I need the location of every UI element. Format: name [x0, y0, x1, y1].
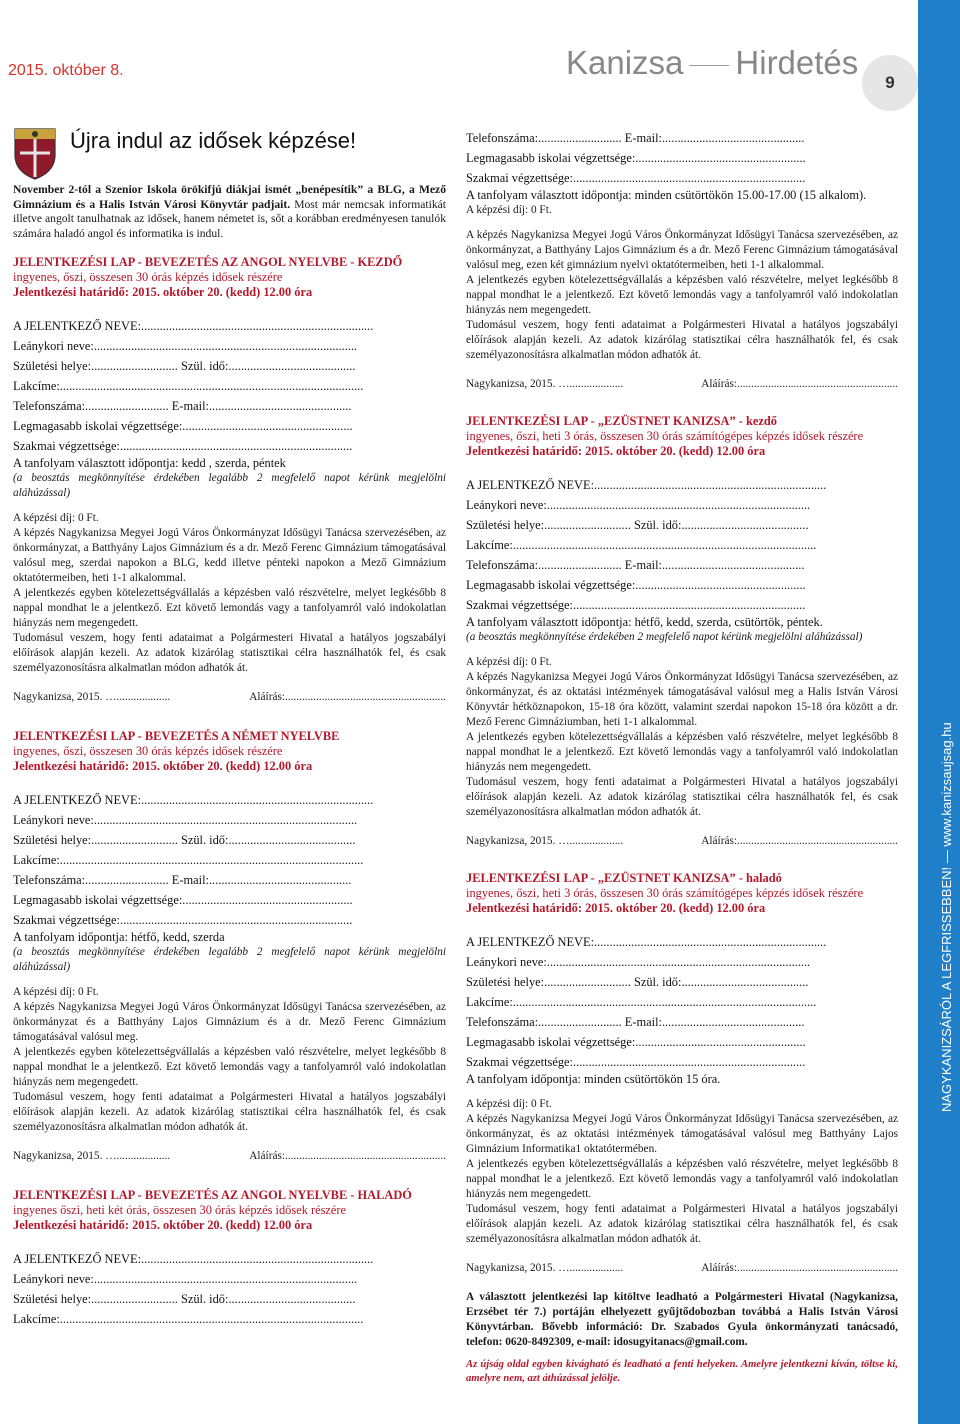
form-subtitle: ingyenes, őszi, összesen 30 órás képzés idősek részére	[13, 270, 283, 285]
sign-signature: Aláírás:.........................................................	[701, 1262, 898, 1274]
phone-email-field[interactable]: Telefonszáma:........................... E-mail:..............................................	[466, 1015, 805, 1029]
consent-data: Tudomásul veszem, hogy fenti adataimat a Polgármesteri Hivatal a hatályos jogszabályi előírások alapján kezeli. Az adatok kizárólag statisztikai célra használhatók fel, és csak személyazonosításra alkalmatlan módon adhatók át.	[13, 632, 446, 675]
sign-place: Nagykanizsa, 2015. …...................	[466, 1262, 624, 1274]
phone-email-field[interactable]: Telefonszáma:........................... E-mail:..............................................	[466, 131, 805, 145]
maiden-name-field[interactable]: Leánykori neve:.....................................................................................	[13, 1272, 358, 1287]
course-note: (a beosztás megkönnyítése érdekében legalább 2 megfelelő napot kérünk megjelölni aláhúzással)	[13, 472, 446, 500]
form-deadline: Jelentkezési határidő: 2015. október 20. (kedd) 12.00 óra	[13, 285, 313, 300]
profession-field[interactable]: Szakmai végzettsége:...........................................................................	[466, 171, 806, 185]
form-title: JELENTKEZÉSI LAP - „EZÜSTNET KANIZSA” - kezdő	[466, 414, 777, 428]
cutout-note: Az újság oldal egyben kivágható és leadható a fenti helyeken. Amelyre jelentkezni kíván, töltse ki, amelyre nem, azt áthúzással jelölje.	[466, 1359, 898, 1384]
profession-field[interactable]: Szakmai végzettsége:...........................................................................	[466, 1055, 806, 1069]
submission-info: A választott jelentkezési lap kitöltve leadható a Polgármesteri Hivatal (Nagykanizsa, Erzsébet tér 7.) portáján elhelyezett gyűjtődobozban továbbá a Halis István Városi Könyvtárban. Bővebb információ: Dr. Szabados Gyula önkormányzati tanácsadó, telefon: 0620-8492309, e-mail: idosugyitanacs@gmail.com.	[466, 1291, 898, 1348]
form-title: JELENTKEZÉSI LAP - BEVEZETÉS AZ ANGOL NYELVBE - HALADÓ	[13, 1188, 412, 1203]
left-column	[13, 183, 446, 1329]
form-subtitle: ingyenes őszi, heti két órás, összesen 30 órás képzés idősek részére	[13, 1203, 347, 1218]
signature-line[interactable]	[466, 834, 898, 849]
consent-cancel: A jelentkezés egyben kötelezettségvállalás a képzésben való részvételre, melyet legkésőbb 8 nappal mondhat le a jelentkező. Ezt követő lemondás vagy a tanfolyamról való indokolatlan hiányzás nem megengedett.	[466, 1158, 898, 1200]
form-subtitle: ingyenes, őszi, összesen 30 órás képzés idősek részére	[13, 744, 283, 759]
form-title: JELENTKEZÉSI LAP - BEVEZETÉS A NÉMET NYELVBE	[13, 729, 340, 744]
address-field[interactable]: Lakcíme:..................................................................................................	[13, 379, 364, 394]
consent-data: Tudomásul veszem, hogy fenti adataimat a Polgármesteri Hivatal a hatályos jogszabályi előírások alapján kezeli. Az adatok kizárólag statisztikai célra használhatók fel, és csak személyazonosításra alkalmatlan módon adhatók át.	[466, 776, 898, 818]
address-field[interactable]: Lakcíme:..................................................................................................	[466, 995, 817, 1009]
course-info: A képzés Nagykanizsa Megyei Jogú Város Önkormányzat Idősügyi Tanácsa szervezésében, az önkormányzat, a Batthyány Lajos Gimnázium és a dr. Mező Ferenc Gimnázium támogatásával valósul meg, ezen két gimnázium nyelvi oktatótermeiben, heti 1-1 alkalommal.	[466, 229, 898, 271]
form-deadline: Jelentkezési határidő: 2015. október 20. (kedd) 12.00 óra	[13, 759, 313, 774]
sidebar-text: NAGYKANIZSÁRÓL A LEGFRISSEBBEN! — www.kanizsaujsag.hu	[939, 722, 954, 1112]
intro-body: Most már nemcsak informatikát illetve angolt tanulhatnak az idősek, hanem németet is, sőt a korábban eredményesen tanulók számára haladó angol és informatika is indul.	[13, 197, 446, 240]
profession-field[interactable]: Szakmai végzettsége:...........................................................................	[13, 439, 353, 454]
sign-signature: Aláírás:.........................................................	[701, 835, 898, 847]
article-intro	[13, 183, 446, 241]
page-number: 9	[862, 55, 918, 111]
birthplace-field[interactable]: Születési helye:............................ Szül. idő:.........................................	[466, 518, 809, 532]
form-header	[466, 414, 898, 459]
form-subtitle: ingyenes, őszi, heti 3 órás, összesen 30 órás számítógépes képzés idősek részére	[466, 429, 864, 443]
form-subtitle: ingyenes, őszi, heti 3 órás, összesen 30 órás számítógépes képzés idősek részére	[466, 886, 864, 900]
education-field[interactable]: Legmagasabb iskolai végzettsége:.......................................................	[13, 893, 353, 908]
course-time: A tanfolyam választott időpontja: minden csütörtökön 15.00-17.00 (15 alkalom).	[466, 188, 867, 202]
birthplace-field[interactable]: Születési helye:............................ Szül. idő:.........................................	[466, 975, 809, 989]
phone-email-field[interactable]: Telefonszáma:........................... E-mail:..............................................	[466, 558, 805, 572]
sign-signature: Aláírás:.........................................................	[249, 1150, 446, 1163]
form-header	[13, 729, 446, 774]
profession-field[interactable]: Szakmai végzettsége:...........................................................................	[13, 913, 353, 928]
form-ezustnet-advanced	[466, 871, 898, 1276]
brand-left: Kanizsa	[566, 44, 684, 81]
form-fields	[466, 475, 898, 615]
phone-email-field[interactable]: Telefonszáma:........................... E-mail:..............................................	[13, 399, 352, 414]
name-field[interactable]: A JELENTKEZŐ NEVE:...........................................................................	[13, 1252, 374, 1267]
brand-title	[566, 44, 858, 82]
consent-cancel: A jelentkezés egyben kötelezettségvállalás a képzésben való részvételre, melyet legkésőbb 8 nappal mondhat le a jelentkező. Ezt követő lemondás vagy a tanfolyamról való indokolatlan hiányzás nem megengedett.	[466, 731, 898, 773]
form-english-beginner	[13, 255, 446, 705]
brand-dash	[689, 65, 729, 66]
signature-line[interactable]	[13, 1149, 446, 1164]
name-field[interactable]: A JELENTKEZŐ NEVE:...........................................................................	[13, 793, 374, 808]
city-crest-icon	[12, 125, 58, 180]
consent-cancel: A jelentkezés egyben kötelezettségvállalás a képzésben való részvételre, melyet legkésőbb 8 nappal mondhat le a jelentkező. Ezt követő lemondás vagy a tanfolyamról való indokolatlan hiányzás nem megengedett.	[13, 587, 446, 630]
form-header	[13, 255, 446, 300]
course-info: A képzés Nagykanizsa Megyei Jogú Város Önkormányzat Idősügyi Tanácsa szervezésében, az önkormányzat és a Batthyány Lajos Gimnázium és a dr. Mező Ferenc Gimnázium támogatásával valósul meg.	[13, 1001, 446, 1044]
consent-cancel: A jelentkezés egyben kötelezettségvállalás a képzésben való részvételre, melyet legkésőbb 8 nappal mondhat le a jelentkező. Ezt követő lemondás vagy a tanfolyamról való indokolatlan hiányzás nem megengedett.	[466, 274, 898, 316]
sign-place: Nagykanizsa, 2015. …...................	[13, 1150, 171, 1163]
intro-lead: November 2-tól a Szenior Iskola örökifjú diákjai ismét „benépesítik” a BLG, a Mező Gimnázium és a Halis István Városi Könyvtár padjait.	[13, 183, 446, 211]
sign-place: Nagykanizsa, 2015. …...................	[13, 691, 171, 704]
form-title: JELENTKEZÉSI LAP - „EZÜSTNET KANIZSA” - haladó	[466, 871, 782, 885]
phone-email-field[interactable]: Telefonszáma:........................... E-mail:..............................................	[13, 873, 352, 888]
maiden-name-field[interactable]: Leánykori neve:.....................................................................................	[13, 339, 358, 354]
article-title: Újra indul az idősek képzése!	[70, 128, 357, 153]
consent-data: Tudomásul veszem, hogy fenti adataimat a Polgármesteri Hivatal a hatályos jogszabályi előírások alapján kezeli. Az adatok kizárólag statisztikai célra használhatók fel, és csak személyazonosításra alkalmatlan módon adhatók át.	[466, 319, 898, 361]
course-time: A tanfolyam választott időpontja: hétfő, kedd, szerda, csütörtök, péntek.	[466, 615, 823, 629]
sign-place: Nagykanizsa, 2015. …...................	[466, 835, 624, 847]
address-field[interactable]: Lakcíme:..................................................................................................	[13, 853, 364, 868]
consent-data: Tudomásul veszem, hogy fenti adataimat a Polgármesteri Hivatal a hatályos jogszabályi előírások alapján kezeli. Az adatok kizárólag statisztikai célra használhatók fel, és csak személyazonosításra alkalmatlan módon adhatók át.	[466, 1203, 898, 1245]
course-info: A képzés Nagykanizsa Megyei Jogú Város Önkormányzat Idősügyi Tanácsa szervezésében, az önkormányzat, a Batthyány Lajos Gimnázium és a dr. Mező Ferenc Gimnázium támogatásával valósul meg, szerdai napokon a BLG, kedd illetve pénteki napokon a Mező Gimnázium oktatótermeiben, heti 1-1 alkalommal.	[13, 527, 446, 585]
education-field[interactable]: Legmagasabb iskolai végzettsége:.......................................................	[13, 419, 353, 434]
fee: A képzési díj: 0 Ft.	[466, 1098, 552, 1110]
form-header	[13, 1188, 446, 1233]
education-field[interactable]: Legmagasabb iskolai végzettsége:.......................................................	[466, 151, 806, 165]
maiden-name-field[interactable]: Leánykori neve:.....................................................................................	[466, 955, 811, 969]
course-note: (a beosztás megkönnyítése érdekében legalább 2 megfelelő napot kérünk megjelölni aláhúzással)	[13, 946, 446, 974]
consent-data: Tudomásul veszem, hogy fenti adataimat a Polgármesteri Hivatal a hatályos jogszabályi előírások alapján kezeli. Az adatok kizárólag statisztikai célra használhatók fel, és csak személyazonosításra alkalmatlan módon adhatók át.	[13, 1091, 446, 1134]
maiden-name-field[interactable]: Leánykori neve:.....................................................................................	[466, 498, 811, 512]
course-info: A képzés Nagykanizsa Megyei Jogú Város Önkormányzat Idősügyi Tanácsa szervezésében, az önkormányzat, és az oktatási intézmények támogatásával valósul meg Batthyány Lajos Gimnázium Informatika1 oktatótermében.	[466, 1113, 898, 1155]
course-info: A képzés Nagykanizsa Megyei Jogú Város Önkormányzat Idősügyi Tanácsa szervezésében, az önkormányzat, és az oktatási intézmények támogatásával valósul meg a Halis István Városi Könyvtár hétköznapokon, 15-18 óra között, valamint szerdai napokon 15-18 óra között a dr. Mező Ferenc Gimnáziumban, heti 1-1 alkalommal.	[466, 671, 898, 728]
form-header	[466, 871, 898, 916]
fee: A képzési díj: 0 Ft.	[466, 656, 552, 668]
birthplace-field[interactable]: Születési helye:............................ Szül. idő:.........................................	[13, 1292, 356, 1307]
form-german	[13, 729, 446, 1164]
birthplace-field[interactable]: Születési helye:............................ Szül. idő:.........................................	[13, 833, 356, 848]
right-column	[466, 128, 898, 1386]
form-english-advanced-cont	[466, 128, 898, 392]
form-fields	[13, 316, 446, 456]
course-time: A tanfolyam választott időpontja: kedd , szerda, péntek	[13, 456, 286, 471]
form-fields	[13, 1249, 446, 1329]
course-time: A tanfolyam időpontja: hétfő, kedd, szerda	[13, 930, 225, 945]
form-title: JELENTKEZÉSI LAP - BEVEZETÉS AZ ANGOL NYELVBE - KEZDŐ	[13, 255, 403, 270]
issue-date: 2015. október 8.	[8, 62, 124, 79]
address-field[interactable]: Lakcíme:..................................................................................................	[13, 1312, 364, 1327]
form-deadline: Jelentkezési határidő: 2015. október 20. (kedd) 12.00 óra	[466, 901, 766, 915]
form-deadline: Jelentkezési határidő: 2015. október 20. (kedd) 12.00 óra	[466, 444, 766, 458]
consent-cancel: A jelentkezés egyben kötelezettségvállalás a képzésben való részvételre, melyet legkésőbb 8 nappal mondhat le a jelentkező. Ezt követő lemondás vagy a tanfolyamról való indokolatlan hiányzás nem megengedett.	[13, 1046, 446, 1089]
brand-right: Hirdetés	[735, 44, 859, 81]
profession-field[interactable]: Szakmai végzettsége:...........................................................................	[466, 598, 806, 612]
course-time: A tanfolyam időpontja: minden csütörtökön 15 óra.	[466, 1072, 721, 1086]
form-fields	[13, 790, 446, 930]
address-field[interactable]: Lakcíme:..................................................................................................	[466, 538, 817, 552]
form-english-advanced	[13, 1188, 446, 1329]
signature-line[interactable]	[466, 377, 898, 392]
fee: A képzési díj: 0 Ft.	[466, 204, 552, 216]
name-field[interactable]: A JELENTKEZŐ NEVE:...........................................................................	[13, 319, 374, 334]
form-deadline: Jelentkezési határidő: 2015. október 20. (kedd) 12.00 óra	[13, 1218, 313, 1233]
sign-signature: Aláírás:.........................................................	[249, 691, 446, 704]
name-field[interactable]: A JELENTKEZŐ NEVE:...........................................................................	[466, 935, 827, 949]
fee: A képzési díj: 0 Ft.	[13, 986, 99, 999]
signature-line[interactable]	[13, 690, 446, 705]
education-field[interactable]: Legmagasabb iskolai végzettsége:.......................................................	[466, 1035, 806, 1049]
form-fields	[466, 932, 898, 1072]
sign-place: Nagykanizsa, 2015. …...................	[466, 378, 624, 390]
course-note: (a beosztás megkönnyítése érdekében 2 megfelelő napot kérünk megjelölni aláhúzással)	[466, 631, 863, 643]
form-ezustnet-beginner	[466, 414, 898, 849]
maiden-name-field[interactable]: Leánykori neve:.....................................................................................	[13, 813, 358, 828]
birthplace-field[interactable]: Születési helye:............................ Szül. idő:.........................................	[13, 359, 356, 374]
education-field[interactable]: Legmagasabb iskolai végzettsége:.......................................................	[466, 578, 806, 592]
fee: A képzési díj: 0 Ft.	[13, 512, 99, 525]
sign-signature: Aláírás:.........................................................	[701, 378, 898, 390]
name-field[interactable]: A JELENTKEZŐ NEVE:...........................................................................	[466, 478, 827, 492]
signature-line[interactable]	[466, 1261, 898, 1276]
